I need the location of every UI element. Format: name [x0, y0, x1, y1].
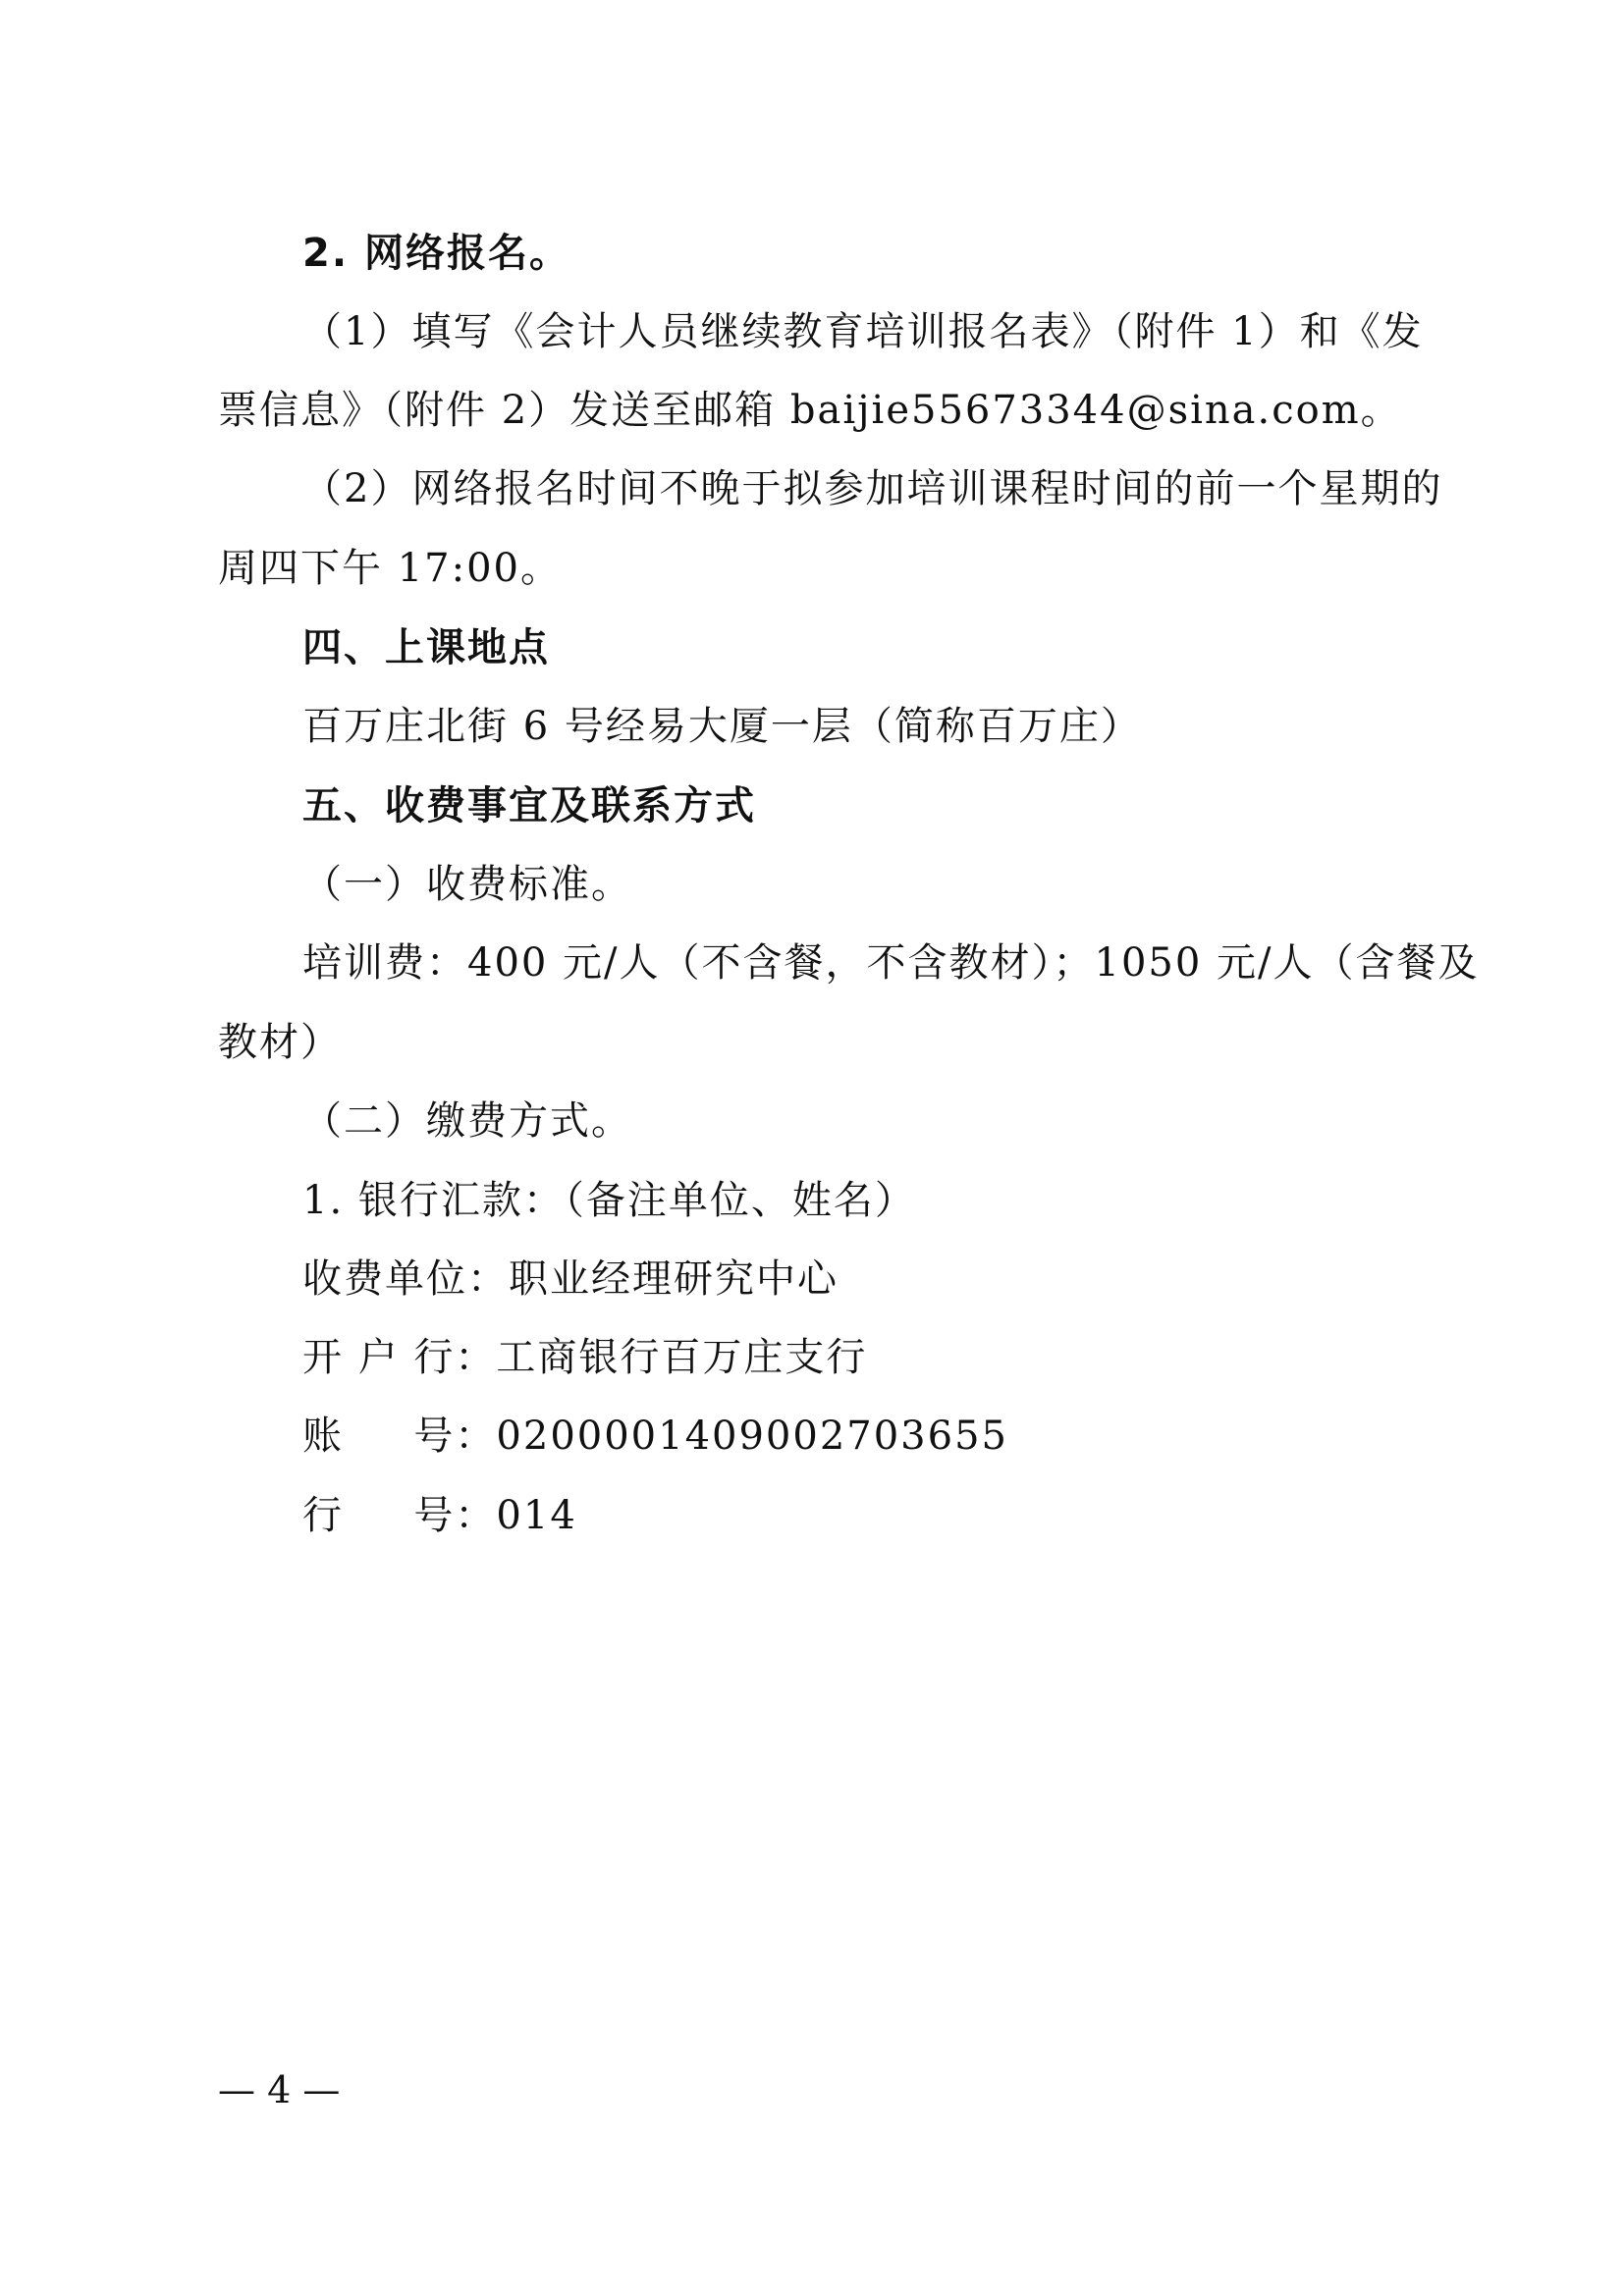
page-number: — 4 —: [218, 2068, 341, 2111]
item-2-heading: 2. 网络报名。: [302, 231, 570, 276]
item-2-2-line1: （2）网络报名时间不晚于拟参加培训课程时间的前一个星期的: [302, 466, 1443, 511]
fee-line2: 教材）: [218, 1020, 342, 1065]
bank-line: 开 户 行：工商银行百万庄支行: [302, 1335, 868, 1380]
bank-code-line: 行 号：014: [302, 1493, 577, 1538]
item-2-1-line1: （1）填写《会计人员继续教育培训报名表》（附件 1）和《发: [302, 309, 1424, 354]
fee-standard-heading: （一）收费标准。: [302, 862, 632, 907]
account-line: 账 号：0200001409002703655: [302, 1414, 1008, 1459]
section-5-heading: 五、收费事宜及联系方式: [302, 783, 756, 828]
payee-line: 收费单位：职业经理研究中心: [302, 1256, 839, 1302]
bank-transfer-line: 1. 银行汇款：（备注单位、姓名）: [302, 1178, 916, 1223]
item-2-1-line2: 票信息》（附件 2）发送至邮箱 baijie55673344@sina.com。: [218, 388, 1402, 433]
section-4-heading: 四、上课地点: [302, 625, 550, 670]
payment-heading: （二）缴费方式。: [302, 1098, 632, 1144]
fee-line1: 培训费：400 元/人（不含餐，不含教材）；1050 元/人（含餐及: [302, 940, 1480, 986]
location-text: 百万庄北街 6 号经易大厦一层（简称百万庄）: [302, 704, 1142, 749]
item-2-2-line2: 周四下午 17:00。: [218, 546, 562, 591]
